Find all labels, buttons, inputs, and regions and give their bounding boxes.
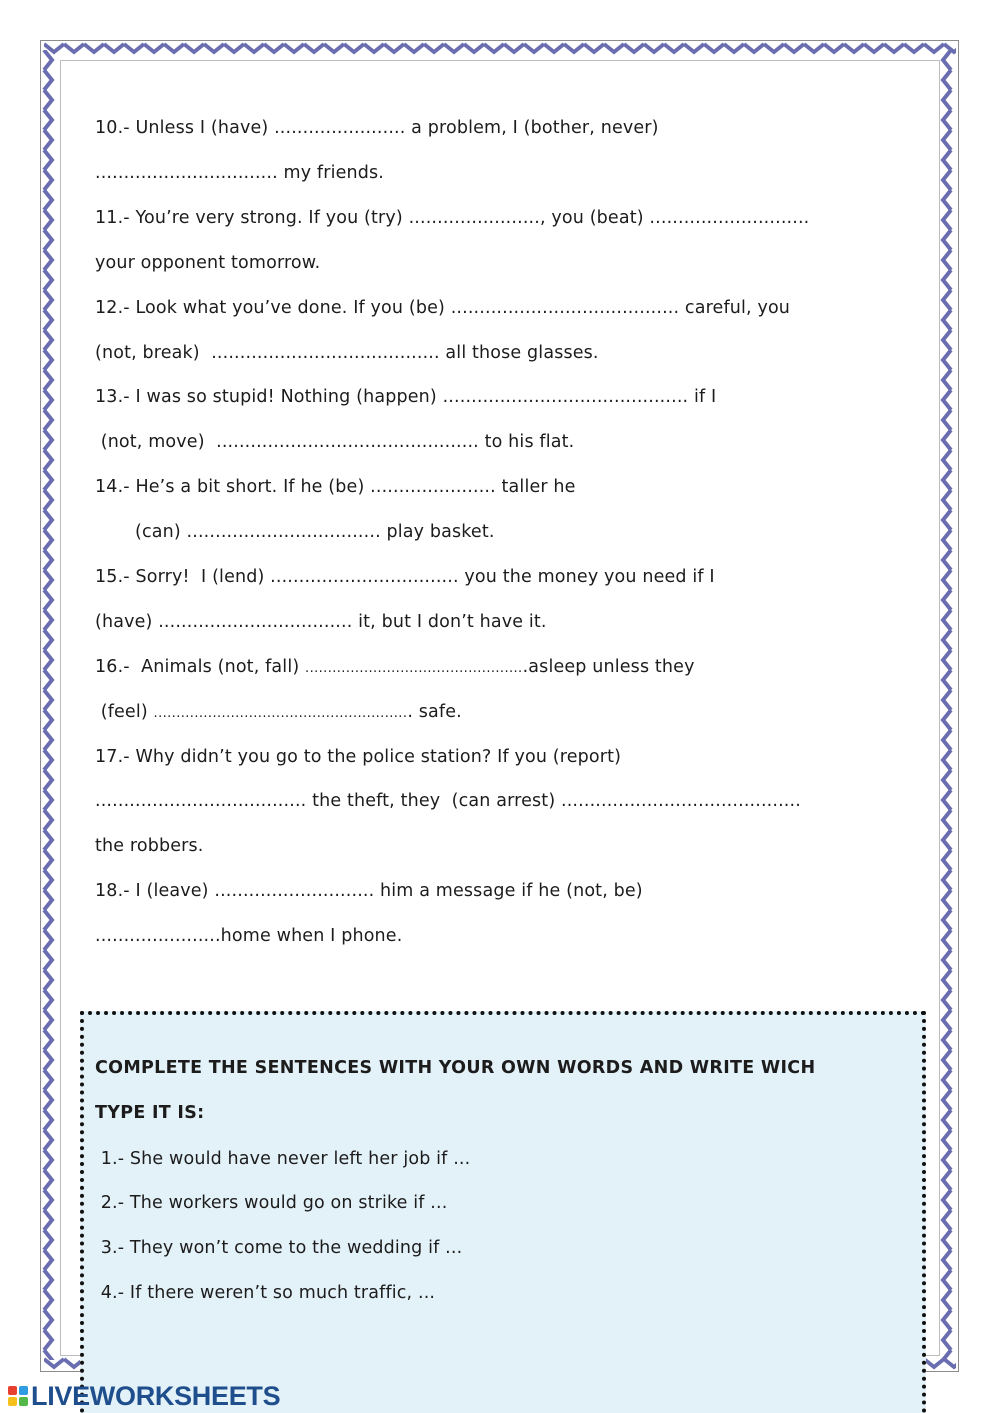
logo-cube-blue bbox=[19, 1386, 28, 1395]
exercise-16-line-2 bbox=[95, 701, 462, 725]
exercise-14-line-1: 14.- He’s a bit short. If he (be) ...................... taller he bbox=[95, 477, 576, 497]
logo-cube-green bbox=[19, 1397, 28, 1406]
zigzag-border-right bbox=[940, 50, 954, 1360]
exercise-16-text-a: 16.- Animals (not, fall) bbox=[95, 657, 306, 677]
logo-text: LIVEWORKSHEETS bbox=[31, 1380, 281, 1411]
zigzag-border-top bbox=[44, 41, 956, 55]
exercise-15-line-1: 15.- Sorry! I (lend) ................................. you the money you need if I bbox=[95, 567, 715, 587]
logo-cubes-icon bbox=[8, 1386, 28, 1406]
exercise-13-line-2: (not, move) .............................................. to his flat. bbox=[95, 432, 575, 452]
task-item-3: 3.- They won’t come to the wedding if ... bbox=[95, 1238, 463, 1258]
exercise-17-line-1: 17.- Why didn’t you go to the police station? If you (report) bbox=[95, 747, 622, 767]
exercise-16-blank-a: ................................................ bbox=[305, 661, 523, 676]
exercise-15-line-2: (have) .................................. it, but I don’t have it. bbox=[95, 612, 547, 632]
logo-cube-yellow bbox=[8, 1397, 17, 1406]
zigzag-border-left bbox=[41, 50, 55, 1360]
task-box-title-line-2: TYPE IT IS: bbox=[95, 1103, 205, 1123]
exercise-18-line-2: ......................home when I phone. bbox=[95, 926, 403, 946]
exercise-16-text-c: (feel) bbox=[95, 702, 154, 722]
task-box-title-line-1: COMPLETE THE SENTENCES WITH YOUR OWN WORDS AND WRITE WICH bbox=[95, 1058, 816, 1078]
exercise-11-line-1: 11.- You’re very strong. If you (try) ......................., you (beat) ............................ bbox=[95, 208, 810, 228]
task-item-1: 1.- She would have never left her job if ... bbox=[95, 1149, 471, 1169]
exercise-16-line-1 bbox=[95, 656, 695, 680]
exercise-16-blank-b: ........................................................ bbox=[153, 706, 408, 721]
exercise-18-line-1: 18.- I (leave) ............................ him a message if he (not, be) bbox=[95, 881, 643, 901]
liveworksheets-logo[interactable] bbox=[8, 1381, 280, 1411]
task-item-2: 2.- The workers would go on strike if ... bbox=[95, 1193, 448, 1213]
exercise-10-line-1: 10.- Unless I (have) ....................... a problem, I (bother, never) bbox=[95, 118, 659, 138]
exercise-11-line-2: your opponent tomorrow. bbox=[95, 253, 321, 273]
exercise-12-line-2: (not, break) ........................................ all those glasses. bbox=[95, 343, 599, 363]
exercise-14-line-2: (can) .................................. play basket. bbox=[95, 522, 495, 542]
exercise-16-text-d: . safe. bbox=[407, 702, 462, 722]
logo-cube-red bbox=[8, 1386, 17, 1395]
exercise-17-line-3: the robbers. bbox=[95, 836, 204, 856]
exercise-17-line-2: ..................................... the theft, they (can arrest) .......................................... bbox=[95, 791, 801, 811]
exercise-16-text-b: .asleep unless they bbox=[522, 657, 695, 677]
exercise-12-line-1: 12.- Look what you’ve done. If you (be) ........................................ careful, you bbox=[95, 298, 791, 318]
exercise-13-line-1: 13.- I was so stupid! Nothing (happen) ........................................... if I bbox=[95, 387, 717, 407]
exercise-10-line-2: ................................ my friends. bbox=[95, 163, 385, 183]
task-item-4: 4.- If there weren’t so much traffic, ... bbox=[95, 1283, 436, 1303]
